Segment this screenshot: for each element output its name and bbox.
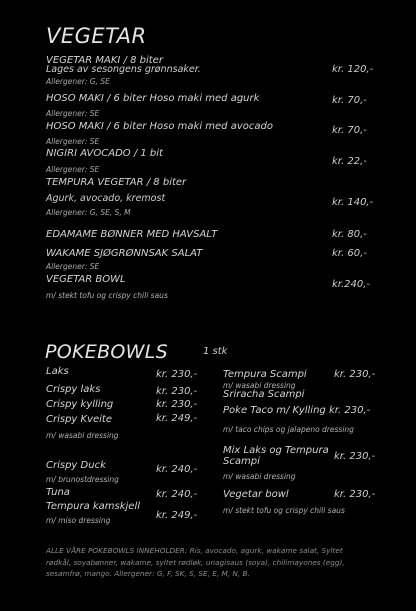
poke-laks-price: kr. 230,-	[156, 369, 198, 380]
hoso-maki-avocado-allergens: Allergener: SE	[46, 137, 100, 146]
tempura-vegetar-allergens: Allergener: G, SE, S, M	[46, 208, 131, 217]
poke-tuna-name: Tuna	[46, 487, 70, 498]
poke-crispy-kveite-note: m/ wasabi dressing	[46, 431, 119, 440]
hoso-maki-avocado-price: kr. 70,-	[332, 125, 367, 136]
poke-tempura-kamskjell-price: kr. 249,-	[156, 510, 198, 521]
poke-crispy-duck-name: Crispy Duck	[46, 460, 106, 471]
poke-crispy-duck-note: m/ brunostdressing	[46, 475, 119, 484]
poke-crispy-duck-price: kr. 240,-	[156, 464, 198, 475]
poke-tempura-kamskjell-note: m/ miso dressing	[46, 516, 111, 525]
vegetar-bowl-name: VEGETAR BOWL	[46, 274, 126, 285]
nigiri-avocado-allergens: Allergener: SE	[46, 165, 100, 174]
pokebowls-ingredients-footer: ALLE VÅRE POKEBOWLS INNEHOLDER: Ris, avocado, agurk, wakame salat, Syltet rødkål, soyabønner, wakame, syltet rødløk, unagisaus (soya), chilimayones (egg), sesamfrø, mango. Allergener: G, F, SK, S, SE, E, M, N, B.	[46, 546, 345, 578]
hoso-maki-agurk-allergens: Allergener: SE	[46, 109, 100, 118]
poke-crispy-laks-name: Crispy laks	[46, 384, 101, 395]
poke-tempura-scampi-price: kr. 230,-	[334, 369, 376, 380]
poke-tempura-kamskjell-name: Tempura kamskjell	[46, 501, 141, 512]
edamame-name: EDAMAME BØNNER MED HAVSALT	[46, 229, 218, 240]
poke-mix-name-2: Scampi	[223, 456, 260, 467]
vegetar-bowl-desc: m/ stekt tofu og crispy chili saus	[46, 291, 168, 300]
poke-crispy-kveite-name: Crispy Kveite	[46, 414, 113, 425]
poke-crispy-kylling-price: kr. 230,-	[156, 399, 198, 410]
poke-taco-note: m/ taco chips og jalapeno dressing	[223, 425, 354, 434]
wakame-salat-price: kr. 60,-	[332, 248, 367, 259]
nigiri-avocado-name: NIGIRI AVOCADO / 1 bit	[46, 148, 163, 159]
vegetar-maki-allergens: Allergener: G, SE	[46, 77, 110, 86]
wakame-salat-name: WAKAME SJØGRØNNSAK SALAT	[46, 248, 203, 259]
poke-tempura-scampi-note: m/ wasabi dressing	[223, 381, 296, 390]
poke-vegetar-bowl-note: m/ stekt tofu og crispy chili saus	[223, 506, 345, 515]
poke-mix-name: Mix Laks og Tempura	[223, 445, 329, 456]
poke-taco-name: Poke Taco m/ Kylling	[223, 405, 326, 416]
poke-crispy-kylling-name: Crispy kylling	[46, 399, 114, 410]
wakame-salat-allergens: Allergener: SE	[46, 262, 100, 271]
edamame-price: kr. 80,-	[332, 229, 367, 240]
tempura-vegetar-name: TEMPURA VEGETAR / 8 biter	[46, 177, 187, 188]
pokebowls-subheading: 1 stk	[203, 346, 228, 357]
vegetar-maki-desc: Lages av sesongens grønnsaker.	[46, 64, 201, 75]
hoso-maki-agurk-name: HOSO MAKI / 6 biter Hoso maki med agurk	[46, 93, 260, 104]
vegetar-heading: VEGETAR	[46, 24, 147, 48]
vegetar-maki-price: kr. 120,-	[332, 64, 374, 75]
tempura-vegetar-desc: Agurk, avocado, kremost	[46, 193, 166, 204]
poke-vegetar-bowl-price: kr. 230,-	[334, 489, 376, 500]
poke-sriracha-scampi-name: Sriracha Scampi	[223, 389, 305, 400]
hoso-maki-avocado-name: HOSO MAKI / 6 biter Hoso maki med avocado	[46, 121, 273, 132]
poke-laks-name: Laks	[46, 366, 69, 377]
poke-tempura-scampi-name: Tempura Scampi	[223, 369, 307, 380]
pokebowls-heading: POKEBOWLS	[45, 341, 168, 363]
tempura-vegetar-price: kr. 140,-	[332, 197, 374, 208]
poke-crispy-kveite-price: kr. 249,-	[156, 413, 198, 424]
poke-vegetar-bowl-name: Vegetar bowl	[223, 489, 289, 500]
poke-mix-note: m/ wasabi dressing	[223, 472, 296, 481]
poke-crispy-laks-price: kr. 230,-	[156, 386, 198, 397]
poke-mix-price: kr. 230,-	[334, 451, 376, 462]
poke-taco-price: kr. 230,-	[329, 405, 371, 416]
poke-tuna-price: kr. 240,-	[156, 489, 198, 500]
nigiri-avocado-price: kr. 22,-	[332, 156, 367, 167]
vegetar-bowl-price: kr.240,-	[332, 279, 371, 290]
vegetar-maki-name: VEGETAR MAKI / 8 biter	[46, 55, 163, 66]
hoso-maki-agurk-price: kr. 70,-	[332, 95, 367, 106]
